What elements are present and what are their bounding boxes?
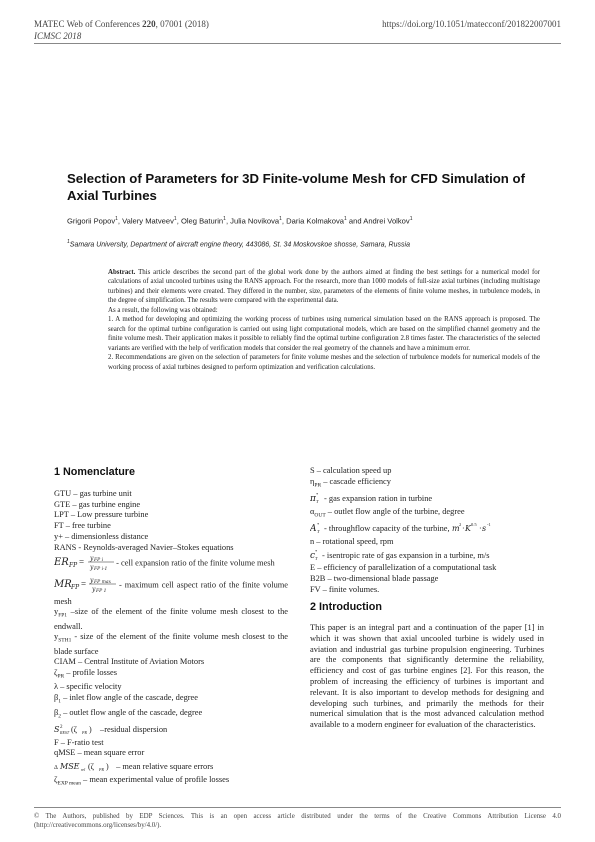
nomenclature-entry: qMSE – mean square error bbox=[54, 748, 145, 758]
svg-text:T: T bbox=[315, 555, 318, 560]
abstract-paragraph: 1. A method for developing and optimizing the working process of turbines using numerical simulation based on the RANS approach is proposed. The search for the optimal turbine configuration is carried out using light computational models, which are based on the simplified channel geometry and the finite volume mesh. Their application makes it possible to reliably find the optimal turbine configuration 2.8 times faster. The characteristics of the selected variants are verified with the help of verification models that consider the real geometry of the channels and have a minimum error. bbox=[108, 316, 540, 352]
svg-text:*: * bbox=[315, 548, 318, 554]
relative-mse-formula-image bbox=[54, 759, 114, 775]
nomenclature-entry: A * T - throughflow capacity of the turbine, m 2 · K 0.5 · s -1 bbox=[310, 521, 544, 537]
author-list: Grigorii Popov$^1$, Valery Matveev$^1$, Oleg Baturin$^1$, Julia Novikova$^1$, Daria Kolmakova$^1$ and Andrei Volkov$^1$ bbox=[67, 216, 413, 226]
svg-text:(ζ: (ζ bbox=[88, 762, 94, 772]
svg-text:s: s bbox=[481, 524, 486, 534]
article-number: 07001 (2018) bbox=[160, 19, 209, 29]
nomenclature-entry-text: - cell expansion ratio of the finite volume mesh bbox=[116, 558, 275, 568]
a-t-formula-image bbox=[310, 521, 324, 537]
svg-text:·: · bbox=[461, 524, 465, 534]
svg-text:S: S bbox=[54, 724, 60, 734]
author-affiliation-mark: 1 bbox=[173, 216, 177, 222]
svg-text:y: y bbox=[90, 564, 94, 572]
nomenclature-entry: $\zeta_{EXP mean}$ – mean experimental value of profile losses bbox=[54, 774, 230, 787]
nomenclature-entry bbox=[54, 575, 288, 607]
author-name: Daria Kolmakova bbox=[286, 216, 344, 226]
svg-text:*: * bbox=[316, 492, 319, 498]
svg-text:-1: -1 bbox=[486, 522, 491, 528]
nomenclature-entry: S 2 REST (ζ PR ) –residual dispersion bbox=[54, 722, 288, 738]
svg-text:m: m bbox=[451, 524, 460, 534]
svg-text:MSE: MSE bbox=[60, 762, 80, 772]
nomenclature-entry: FT – free turbine bbox=[54, 521, 111, 531]
nomenclature-entry: E – efficiency of parallelization of a computational task bbox=[310, 563, 497, 573]
header-divider bbox=[34, 43, 561, 44]
svg-text:PR: PR bbox=[99, 767, 104, 772]
svg-text:2: 2 bbox=[458, 522, 461, 528]
nomenclature-entry: GTU – gas turbine unit bbox=[54, 489, 132, 498]
paper-title: Selection of Parameters for 3D Finite-volume Mesh for CFD Simulation of Axial Turbines bbox=[67, 171, 525, 203]
svg-text:=: = bbox=[79, 557, 85, 568]
svg-text:y: y bbox=[90, 577, 94, 585]
affiliation-text: Samara University, Department of aircraft engine theory, 443086, St. 34 Moskovskoe shosse, Samara, Russia bbox=[69, 241, 410, 249]
pi-t-formula-image bbox=[310, 491, 324, 507]
nomenclature-entry: $\eta_{PR}$ – cascade efficiency bbox=[310, 476, 391, 489]
nomenclature-entry: n – rotational speed, rpm bbox=[310, 536, 394, 546]
svg-text:2: 2 bbox=[60, 724, 63, 730]
nomenclature-entry bbox=[54, 553, 288, 574]
svg-text:*: * bbox=[317, 522, 320, 528]
nomenclature-entry: y+ – dimensionless distance bbox=[54, 531, 149, 541]
author-name: Julia Novikova bbox=[230, 216, 280, 226]
svg-text:π: π bbox=[310, 494, 316, 504]
journal-volume: 220 bbox=[142, 19, 156, 29]
svg-text:FP i-1: FP i-1 bbox=[94, 567, 108, 572]
svg-text:FP: FP bbox=[69, 562, 78, 570]
affiliation-mark: 1 bbox=[67, 239, 70, 245]
svg-text:Δ: Δ bbox=[54, 765, 58, 772]
nomenclature-entry: $\alpha_{OUT}$ – outlet flow angle of the turbine, degree bbox=[310, 506, 465, 519]
author-affiliation-mark: 1 bbox=[343, 216, 347, 222]
nomenclature-entry: $y_{STH1}$ - size of the element of the finite volume mesh closest to the blade surface bbox=[54, 632, 289, 656]
svg-text:FP: FP bbox=[71, 584, 80, 592]
svg-text:K: K bbox=[464, 524, 471, 534]
nomenclature-entry: F – F-ratio test bbox=[54, 737, 104, 747]
nomenclature-entry: RANS - Reynolds-averaged Navier–Stokes equations bbox=[54, 542, 234, 552]
svg-text:A: A bbox=[310, 524, 317, 534]
svg-text:=: = bbox=[81, 579, 87, 590]
nomenclature-entry: $\beta_1$ – inlet flow angle of the cascade, degree bbox=[54, 693, 198, 705]
svg-text:0.5: 0.5 bbox=[470, 522, 477, 528]
nomenclature-entry: $y_{FP1}$ –size of the element of the finite volume mesh closest to the endwall. bbox=[54, 607, 289, 631]
nomenclature-entry: S – calculation speed up bbox=[310, 466, 392, 475]
nomenclature-entry: B2B – two-dimensional blade passage bbox=[310, 573, 439, 583]
svg-text:MR: MR bbox=[54, 579, 72, 591]
nomenclature-entry: $\zeta_{PR}$ – profile losses bbox=[54, 668, 118, 680]
abstract bbox=[108, 268, 540, 372]
author-name: Oleg Baturin bbox=[180, 216, 224, 226]
er-fp-formula-image bbox=[54, 553, 114, 574]
svg-text:rel: rel bbox=[81, 767, 86, 772]
author-affiliation-mark: 1 bbox=[279, 216, 282, 222]
svg-text:T: T bbox=[317, 529, 320, 534]
author-affiliation-mark: 1 bbox=[115, 216, 118, 222]
svg-text:REST: REST bbox=[60, 729, 70, 734]
abstract-paragraph: 2. Recommendations are given on the selection of parameters for finite volume meshes and the selection of turbulence models for numerical models of the working process of axial turbines designed to perform optimization and verification calculations. bbox=[108, 354, 540, 371]
svg-text:T: T bbox=[316, 499, 319, 504]
svg-text:FP 1: FP 1 bbox=[96, 589, 107, 594]
nomenclature-heading: 1 Nomenclature bbox=[54, 466, 136, 478]
abstract-label: Abstract. bbox=[108, 269, 136, 276]
svg-text:ER: ER bbox=[54, 557, 69, 569]
nomenclature-entry: λ – specific velocity bbox=[54, 682, 122, 692]
svg-text:y: y bbox=[92, 586, 96, 594]
license-footer: © The Authors, published by EDP Sciences. This is an open access article distributed under the terms of the Creative Commons Attribution License 4.0 (http://creativecommons.org/licenses/by/4.0/). bbox=[34, 813, 561, 829]
svg-text:PR: PR bbox=[82, 729, 87, 734]
svg-text:): ) bbox=[106, 762, 109, 772]
nomenclature-entry: c * T - isentropic rate of gas expansion in a turbine, m/s bbox=[310, 548, 544, 564]
svg-text:): ) bbox=[89, 724, 92, 734]
mr-fp-formula-image bbox=[54, 575, 116, 596]
author-affiliation-mark: 1 bbox=[223, 216, 226, 222]
nomenclature-entry: Δ MSE rel (ζ PR ) – mean relative square errors bbox=[54, 759, 288, 775]
nomenclature-entry: FV – finite volumes. bbox=[310, 584, 380, 594]
journal-name: MATEC Web of Conferences bbox=[34, 19, 140, 29]
nomenclature-entry: CIAM – Central Institute of Aviation Motors bbox=[54, 657, 205, 667]
doi-link[interactable]: https://doi.org/10.1051/matecconf/201822007001 bbox=[382, 19, 561, 29]
conference-name: ICMSC 2018 bbox=[34, 31, 82, 41]
svg-text:y: y bbox=[90, 555, 94, 563]
author-name: Andrei Volkov bbox=[363, 216, 410, 226]
abstract-paragraph: This article describes the second part of the global work done by the authors aimed at finding the best settings for a numerical model for calculations of axial uncooled turbines using the RANS approach. For the research, more than 1000 models of full-size axial turbines (including multistage turbines) and their elements were created. They differed in the number, size, parameters of the elements of finite volume meshes, in turbulence models, in the degree of simplification. The results were compared with the experimental data. bbox=[108, 269, 540, 305]
residual-dispersion-formula-image bbox=[54, 722, 100, 738]
abstract-paragraph: As a result, the following was obtained: bbox=[108, 306, 218, 314]
author-name: Grigorii Popov bbox=[67, 216, 116, 226]
running-header-left: MATEC Web of Conferences 220, 07001 (2018) bbox=[34, 19, 209, 29]
nomenclature-entry: LPT – Low pressure turbine bbox=[54, 510, 149, 520]
svg-text:c: c bbox=[310, 550, 316, 560]
nomenclature-list-continued bbox=[310, 466, 544, 595]
a-t-unit-formula-image bbox=[452, 521, 504, 537]
author-name: Valery Matveev bbox=[122, 216, 174, 226]
author-affiliation-mark: 1 bbox=[409, 216, 413, 222]
svg-text:·: · bbox=[478, 524, 482, 534]
nomenclature-list bbox=[54, 489, 288, 789]
footer-divider bbox=[34, 807, 561, 808]
introduction-heading: 2 Introduction bbox=[310, 601, 382, 613]
introduction-paragraph: This paper is an integral part and a continuation of the paper [1] in which it was shown that axial uncooled turbine is widely used in aviation and industrial gas turbine propulsion engineering. Turbines are the components that significantly determine the reliability, efficiency and cost of gas turbine engines [2]. For this reason, the problem of increasing the efficiency of turbines is important and relevant. It is also important to develop methods for designing and developing such turbines, and primarily the methods for their numerical simulation that is the most advanced calculation method available to a modern engineer for evaluation of the characteristics. bbox=[310, 623, 544, 730]
nomenclature-entry: GTE – gas turbine engine bbox=[54, 499, 141, 509]
svg-text:(ζ: (ζ bbox=[71, 724, 77, 734]
c-t-formula-image bbox=[310, 548, 322, 564]
nomenclature-entry: $\beta_2$ – outlet flow angle of the cascade, degree bbox=[54, 707, 203, 720]
svg-text:FP i: FP i bbox=[94, 558, 104, 564]
nomenclature-entry: π * T - gas expansion ration in turbine bbox=[310, 491, 544, 507]
nomenclature-entry-text: - maximum cell aspect ratio of the finite volume mesh bbox=[54, 580, 289, 607]
affiliation bbox=[67, 239, 410, 248]
svg-text:FP max: FP max bbox=[94, 580, 112, 586]
